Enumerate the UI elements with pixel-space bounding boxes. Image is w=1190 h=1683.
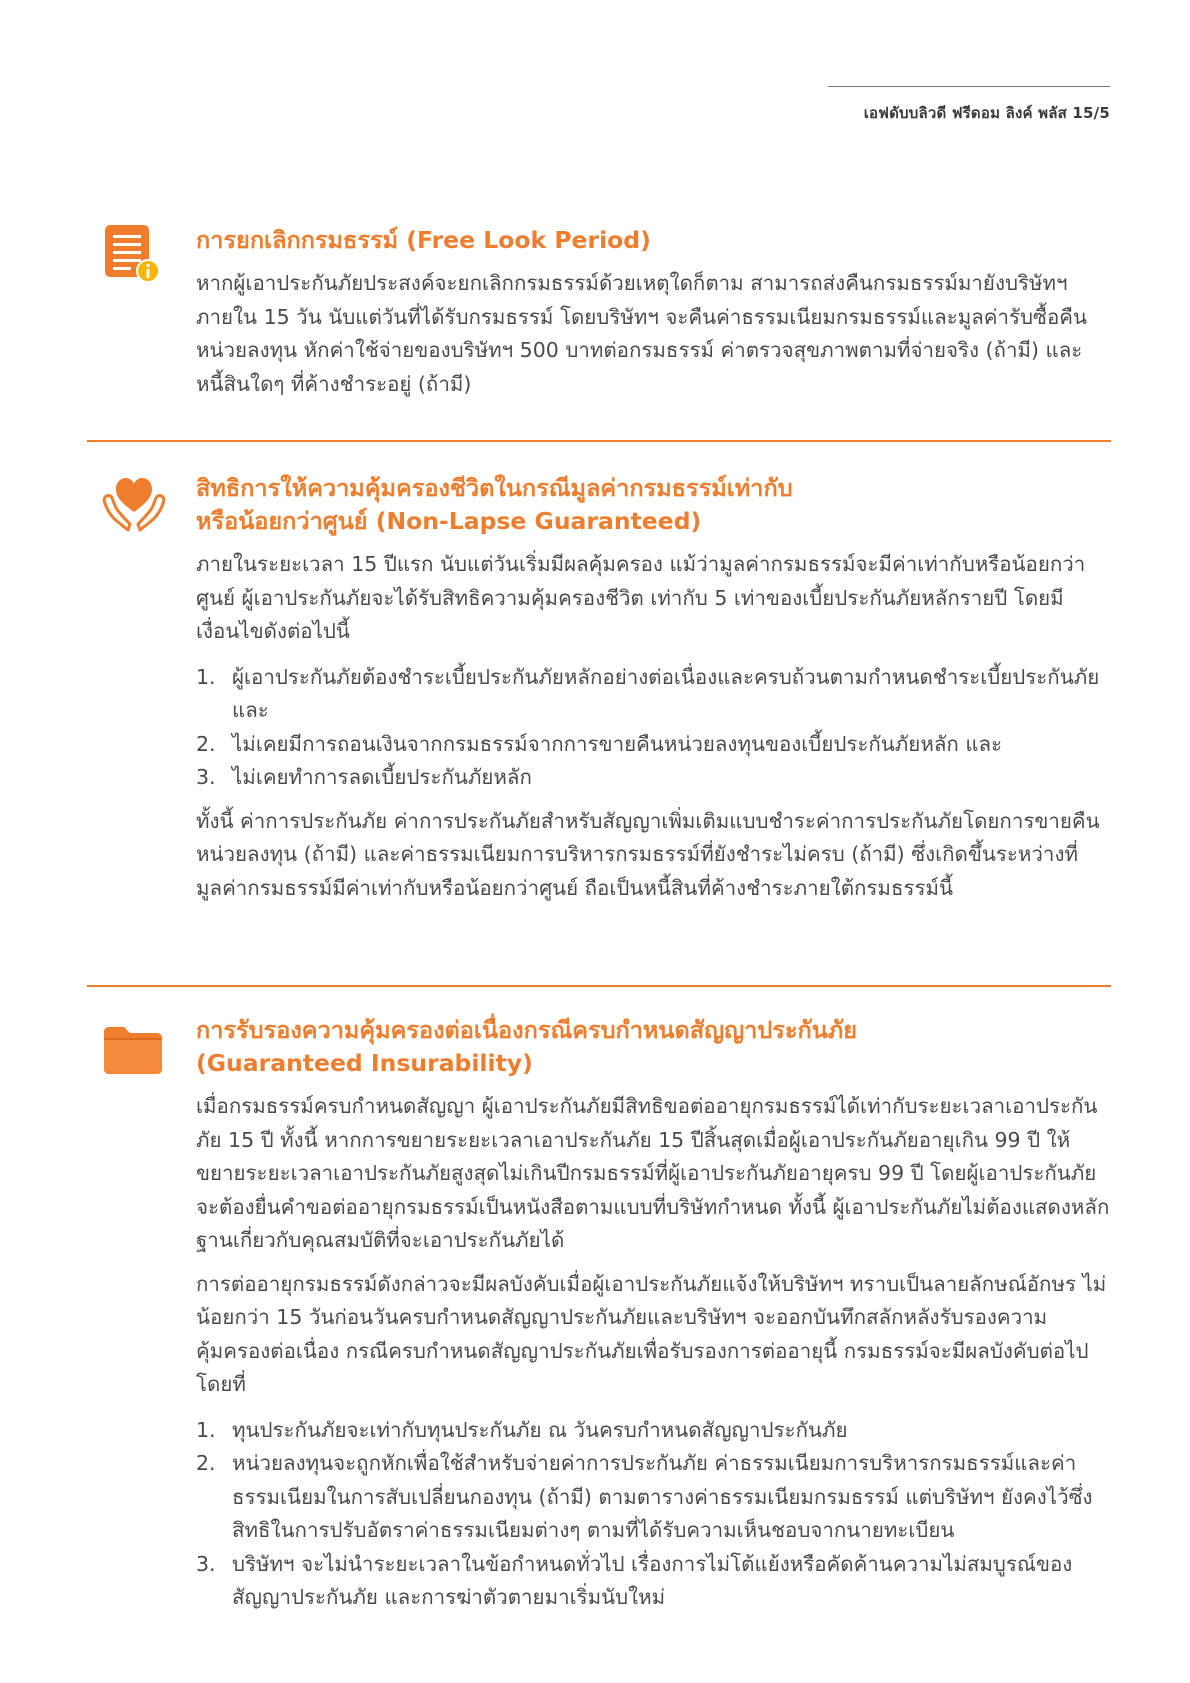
section-divider bbox=[87, 985, 1111, 987]
section-title bbox=[196, 472, 1111, 538]
list-number: 1. bbox=[196, 664, 216, 689]
section-divider bbox=[87, 440, 1111, 442]
condition-list bbox=[196, 661, 1111, 795]
section-title-line: สิทธิการให้ความคุ้มครองชีวิตในกรณีมูลค่ากรมธรรม์เท่ากับ bbox=[196, 474, 793, 502]
list-number: 2. bbox=[196, 731, 216, 756]
section-content bbox=[196, 224, 1111, 401]
header-title: เอฟดับบลิวดี ฟรีดอม ลิงค์ พลัส 15/5 bbox=[863, 104, 1110, 122]
section-title-line: การรับรองความคุ้มครองต่อเนื่องกรณีครบกำหนดสัญญาประกันภัย bbox=[196, 1016, 858, 1044]
section-content bbox=[196, 472, 1111, 905]
section-title-line: การยกเลิกกรมธรรม์ (Free Look Period) bbox=[196, 226, 651, 254]
document-info-icon bbox=[102, 223, 164, 289]
list-text: ไม่เคยทำการลดเบี้ยประกันภัยหลัก bbox=[232, 765, 532, 789]
list-text: บริษัทฯ จะไม่นำระยะเวลาในข้อกำหนดทั่วไป เรื่องการไม่โต้แย้งหรือคัดค้านความไม่สมบูรณ์ของสัญญาประกันภัย และการฆ่าตัวตายมาเริ่มนับใหม่ bbox=[232, 1551, 1073, 1609]
section-content bbox=[196, 1014, 1111, 1615]
condition-list bbox=[196, 1414, 1111, 1615]
list-item bbox=[196, 1447, 1111, 1548]
list-item bbox=[196, 728, 1111, 762]
folder-icon bbox=[102, 1024, 164, 1080]
section-title bbox=[196, 224, 1111, 257]
list-number: 2. bbox=[196, 1451, 216, 1475]
list-text: หน่วยลงทุนจะถูกหักเพื่อใช้สำหรับจ่ายค่าการประกันภัย ค่าธรรมเนียมการบริหารกรมธรรม์และค่าธรรมเนียมในการสับเปลี่ยนกองทุน (ถ้ามี) ตามตารางค่าธรรมเนียมกรมธรรม์ แต่บริษัทฯ ยังคงไว้ซึ่งสิทธิในการปรับอัตราค่าธรรมเนียมต่างๆ ตามที่ได้รับความเห็นชอบจากนายทะเบียน bbox=[232, 1451, 1093, 1542]
list-text: ไม่เคยมีการถอนเงินจากกรมธรรม์จากการขายคืนหน่วยลงทุนของเบี้ยประกันภัยหลัก และ bbox=[232, 731, 1003, 756]
section-paragraph: การต่ออายุกรมธรรม์ดังกล่าวจะมีผลบังคับเมื่อผู้เอาประกันภัยแจ้งให้บริษัทฯ ทราบเป็นลายลักษณ์อักษร ไม่น้อยกว่า 15 วันก่อนวันครบกำหนดสัญญาประกันภัยและบริษัทฯ จะออกบันทึกสลักหลังรับรองความคุ้มครองต่อเนื่อง กรณีครบกำหนดสัญญาประกันภัยเพื่อรับรองการต่ออายุนี้ กรมธรรม์จะมีผลบังคับต่อไปโดยที่ bbox=[196, 1271, 1107, 1396]
list-item bbox=[196, 1548, 1111, 1615]
section-title bbox=[196, 1014, 1111, 1080]
list-item bbox=[196, 661, 1111, 728]
section-title-line: หรือน้อยกว่าศูนย์ (Non-Lapse Guaranteed) bbox=[196, 507, 702, 535]
list-item bbox=[196, 1414, 1111, 1448]
list-text: ผู้เอาประกันภัยต้องชำระเบี้ยประกันภัยหลักอย่างต่อเนื่องและครบถ้วนตามกำหนดชำระเบี้ยประกันภัย และ bbox=[232, 664, 1100, 722]
list-item bbox=[196, 761, 1111, 795]
page-header bbox=[828, 86, 1110, 125]
section-paragraph: หากผู้เอาประกันภัยประสงค์จะยกเลิกกรมธรรม์ด้วยเหตุใดก็ตาม สามารถส่งคืนกรมธรรม์มายังบริษัทฯ ภายใน 15 วัน นับแต่วันที่ได้รับกรมธรรม์ โดยบริษัทฯ จะคืนค่าธรรมเนียมกรมธรรม์และมูลค่ารับซื้อคืนหน่วยลงทุน หักค่าใช้จ่ายของบริษัทฯ 500 บาทต่อกรมธรรม์ ค่าตรวจสุขภาพตามที่จ่ายจริง (ถ้ามี) และ หนี้สินใดๆ ที่ค้างชำระอยู่ (ถ้ามี) bbox=[196, 271, 1087, 396]
heart-hands-icon bbox=[100, 472, 168, 542]
list-number: 3. bbox=[196, 1551, 216, 1576]
section-paragraph: เมื่อกรมธรรม์ครบกำหนดสัญญา ผู้เอาประกันภัยมีสิทธิขอต่ออายุกรมธรรม์ได้เท่ากับระยะเวลาเอาประกันภัย 15 ปี ทั้งนี้ หากการขยายระยะเวลาเอาประกันภัย 15 ปีสิ้นสุดเมื่อผู้เอาประกันภัยอายุเกิน 99 ปี ให้ขยายระยะเวลาเอาประกันภัยสูงสุดไม่เกินปีกรมธรรม์ที่ผู้เอาประกันภัยอายุครบ 99 ปี โดยผู้เอาประกันภัยจะต้องยื่นคำขอต่ออายุกรมธรรม์เป็นหนังสือตามแบบที่บริษัทกำหนด ทั้งนี้ ผู้เอาประกันภัยไม่ต้องแสดงหลักฐานเกี่ยวกับคุณสมบัติที่จะเอาประกันภัยได้ bbox=[196, 1094, 1110, 1252]
list-number: 1. bbox=[196, 1417, 216, 1442]
list-text: ทุนประกันภัยจะเท่ากับทุนประกันภัย ณ วันครบกำหนดสัญญาประกันภัย bbox=[232, 1417, 848, 1442]
header-rule bbox=[828, 86, 1110, 87]
list-number: 3. bbox=[196, 765, 216, 789]
section-title-line: (Guaranteed Insurability) bbox=[196, 1049, 533, 1077]
section-outro: ทั้งนี้ ค่าการประกันภัย ค่าการประกันภัยสำหรับสัญญาเพิ่มเติมแบบชำระค่าการประกันภัยโดยการขายคืนหน่วยลงทุน (ถ้ามี) และค่าธรรมเนียมการบริหารกรมธรรม์ที่ยังชำระไม่ครบ (ถ้ามี) ซึ่งเกิดขึ้นระหว่างที่มูลค่ากรมธรรม์มีค่าเท่ากับหรือน้อยกว่าศูนย์ ถือเป็นหนี้สินที่ค้างชำระภายใต้กรมธรรม์นี้ bbox=[196, 808, 1100, 900]
section-intro: ภายในระยะเวลา 15 ปีแรก นับแต่วันเริ่มมีผลคุ้มครอง แม้ว่ามูลค่ากรมธรรม์จะมีค่าเท่ากับหรือน้อยกว่าศูนย์ ผู้เอาประกันภัยจะได้รับสิทธิความคุ้มครองชีวิต เท่ากับ 5 เท่าของเบี้ยประกันภัยหลักรายปี โดยมีเงื่อนไขดังต่อไปนี้ bbox=[196, 552, 1086, 643]
